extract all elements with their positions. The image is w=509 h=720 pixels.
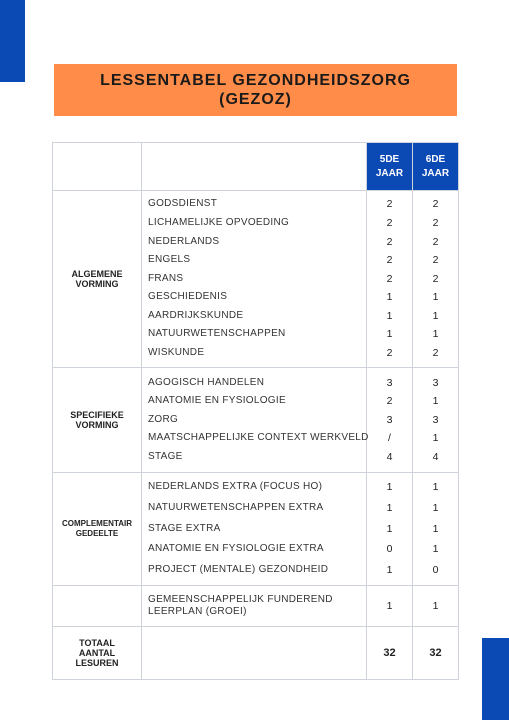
total-label-line3: LESUREN <box>75 658 119 668</box>
hours-value: 1 <box>432 501 439 514</box>
hours-value: 1 <box>432 543 439 556</box>
subject-name: NEDERLANDS <box>148 235 220 247</box>
hours-value: 1 <box>386 501 393 514</box>
hours-value: 4 <box>386 450 393 463</box>
top-left-accent-bar <box>0 0 25 82</box>
subject-name: MAATSCHAPPELIJKE CONTEXT WERKVELD <box>148 432 369 444</box>
subject-list <box>142 473 367 586</box>
category-label-line2: VORMING <box>75 279 119 289</box>
header-year-6-line2: JAAR <box>421 167 450 179</box>
hours-value: 2 <box>386 254 393 267</box>
category-label <box>53 473 142 586</box>
group-row-algemene-vorming <box>53 191 459 368</box>
hours-value: 2 <box>432 347 439 360</box>
subject-name: AARDRIJKSKUNDE <box>148 309 244 321</box>
subject-name-line1: GEMEENSCHAPPELIJK FUNDEREND <box>148 594 333 605</box>
hours-value: 2 <box>386 347 393 360</box>
year-6-hours <box>413 191 459 368</box>
subject-name: ANATOMIE EN FYSIOLOGIE EXTRA <box>148 543 324 555</box>
hours-value: 1 <box>386 564 393 577</box>
header-year-6-line1: 6DE <box>425 153 446 165</box>
year-5-hours <box>367 473 413 586</box>
row-gemeenschappelijk-funderend-leerplan <box>53 586 459 627</box>
hours-value: 2 <box>432 198 439 211</box>
total-label <box>53 627 142 680</box>
hours-value: 1 <box>367 586 413 627</box>
subject-name: ANATOMIE EN FYSIOLOGIE <box>148 395 286 407</box>
hours-value: 0 <box>432 564 439 577</box>
category-label-line1: ALGEMENE <box>71 269 123 279</box>
year-6-hours <box>413 473 459 586</box>
lessentabel-table <box>52 142 459 680</box>
category-label-line2: GEDEELTE <box>75 529 119 538</box>
group-row-specifieke-vorming <box>53 368 459 473</box>
title-line-2: (GEZOZ) <box>219 91 292 108</box>
table-header-row <box>53 143 459 191</box>
hours-value: 1 <box>386 481 393 493</box>
header-empty-subject <box>142 143 367 191</box>
hours-value: 1 <box>432 291 439 304</box>
hours-value: / <box>388 432 391 445</box>
hours-value: 0 <box>386 543 393 556</box>
category-label <box>53 191 142 368</box>
subject-name: GESCHIEDENIS <box>148 291 228 303</box>
header-empty-category <box>53 143 142 191</box>
subject-name: NATUURWETENSCHAPPEN <box>148 328 286 340</box>
hours-value: 2 <box>386 216 393 229</box>
year-6-hours <box>413 368 459 473</box>
subject-name: FRANS <box>148 272 184 284</box>
subject-list <box>142 368 367 473</box>
empty-total-subject-cell <box>142 627 367 680</box>
category-label-line1: COMPLEMENTAIR <box>61 519 133 528</box>
hours-value: 1 <box>432 522 439 535</box>
subject-name-line2: LEERPLAN (GROEI) <box>148 606 247 617</box>
subject-name-cell <box>142 586 367 627</box>
subject-name: WISKUNDE <box>148 347 205 359</box>
hours-value: 2 <box>386 198 393 211</box>
empty-category-cell <box>53 586 142 627</box>
header-year-5-line2: JAAR <box>375 167 404 179</box>
hours-value: 2 <box>432 254 439 267</box>
hours-value: 1 <box>386 309 393 322</box>
subject-name: GODSDIENST <box>148 198 218 210</box>
category-label-line1: SPECIFIEKE <box>70 410 124 420</box>
hours-value: 1 <box>413 586 459 627</box>
bottom-right-accent-bar <box>482 638 509 720</box>
subject-list <box>142 191 367 368</box>
hours-value: 2 <box>432 235 439 248</box>
header-year-6 <box>413 143 459 191</box>
hours-value: 2 <box>386 272 393 285</box>
hours-value: 1 <box>432 309 439 322</box>
row-totaal <box>53 627 459 680</box>
subject-name: PROJECT (MENTALE) GEZONDHEID <box>148 564 329 576</box>
hours-value: 2 <box>432 272 439 285</box>
hours-value: 3 <box>386 376 393 389</box>
header-year-5 <box>367 143 413 191</box>
hours-value: 3 <box>432 413 439 426</box>
hours-value: 1 <box>432 481 439 493</box>
hours-value: 1 <box>432 395 439 408</box>
hours-value: 2 <box>432 216 439 229</box>
subject-name: AGOGISCH HANDELEN <box>148 376 265 388</box>
total-label-line1: TOTAAL <box>79 638 115 648</box>
page-title <box>54 64 457 116</box>
hours-value: 1 <box>386 328 393 341</box>
hours-value: 2 <box>386 235 393 248</box>
header-year-5-line1: 5DE <box>379 153 400 165</box>
subject-name: ZORG <box>148 413 179 425</box>
category-label-line2: VORMING <box>75 420 119 430</box>
total-year-5: 32 <box>367 627 413 680</box>
hours-value: 3 <box>432 376 439 389</box>
category-label <box>53 368 142 473</box>
subject-name: NEDERLANDS EXTRA (FOCUS HO) <box>148 481 323 492</box>
subject-name: STAGE EXTRA <box>148 522 221 534</box>
subject-name: NATUURWETENSCHAPPEN EXTRA <box>148 501 324 513</box>
hours-value: 4 <box>432 450 439 463</box>
hours-value: 1 <box>432 432 439 445</box>
hours-value: 1 <box>432 328 439 341</box>
year-5-hours <box>367 368 413 473</box>
hours-value: 2 <box>386 395 393 408</box>
hours-value: 3 <box>386 413 393 426</box>
hours-value: 1 <box>386 522 393 535</box>
year-5-hours <box>367 191 413 368</box>
total-label-line2: AANTAL <box>78 648 116 658</box>
group-row-complementair-gedeelte <box>53 473 459 586</box>
subject-name: LICHAMELIJKE OPVOEDING <box>148 216 290 228</box>
subject-name: STAGE <box>148 450 183 462</box>
title-line-1: LESSENTABEL GEZONDHEIDSZORG <box>100 72 411 89</box>
hours-value: 1 <box>386 291 393 304</box>
subject-name: ENGELS <box>148 254 191 266</box>
total-year-6: 32 <box>413 627 459 680</box>
